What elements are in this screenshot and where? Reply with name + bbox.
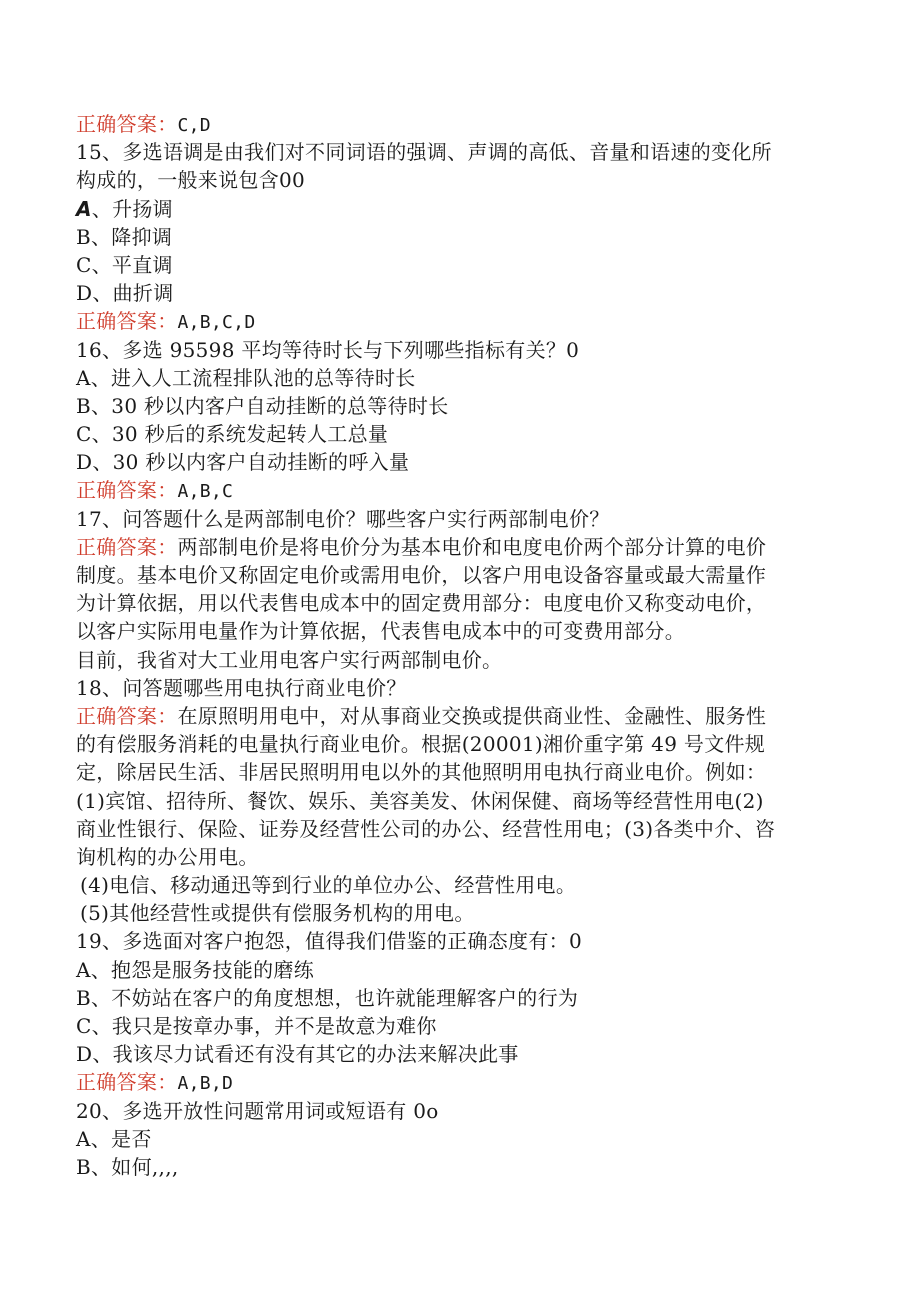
answer-line-q16 bbox=[76, 476, 836, 504]
option-20-a: A、是否 bbox=[76, 1126, 152, 1151]
option-16-d: D、30 秒以内客户自动挂断的呼入量 bbox=[76, 450, 410, 475]
answer-17-line-4: 以客户实际用电量作为计算依据，代表售电成本中的可变费用部分。 bbox=[76, 619, 685, 644]
answer-value: A,B,C bbox=[177, 481, 234, 503]
document-page bbox=[76, 110, 836, 1181]
answer-value: C,D bbox=[177, 115, 211, 136]
answer-label: 正确答案： bbox=[76, 309, 178, 334]
option-16-a: A、进入人工流程排队池的总等待时长 bbox=[76, 365, 416, 390]
answer-18-line-7: (4)电信、移动通迅等到行业的单位办公、经营性用电。 bbox=[80, 873, 577, 898]
answer-18-line-4: (1)宾馆、招待所、餐饮、娱乐、美容美发、休闲保健、商场等经营性用电(2) bbox=[76, 788, 764, 813]
answer-line-q19 bbox=[76, 1068, 836, 1096]
answer-17-line-2: 制度。基本电价又称固定电价或需用电价，以客户用电设备容量或最大需量作 bbox=[76, 563, 767, 587]
question-16-line-1: 16、多选 95598 平均等待时长与下列哪些指标有关？0 bbox=[76, 337, 580, 362]
answer-18-line-2: 的有偿服务消耗的电量执行商业电价。根据(20001)湘价重字第 49 号文件规 bbox=[76, 732, 766, 757]
question-15-line-2: 构成的，一般来说包含00 bbox=[76, 168, 306, 193]
question-17-line-1: 17、问答题什么是两部制电价？哪些客户实行两部制电价？ bbox=[76, 506, 610, 531]
question-18-line-1: 18、问答题哪些用电执行商业电价？ bbox=[76, 675, 407, 700]
option-16-b: B、30 秒以内客户自动挂断的总等待时长 bbox=[76, 393, 449, 418]
answer-18-line-5: 商业性银行、保险、证券及经营性公司的办公、经营性用电；(3)各类中介、咨 bbox=[76, 816, 776, 841]
answer-label: 正确答案： bbox=[76, 534, 178, 559]
option-15-b: B、降抑调 bbox=[76, 224, 173, 249]
option-19-b: B、不妨站在客户的角度想想，也许就能理解客户的行为 bbox=[76, 985, 579, 1010]
answer-value: A,B,D bbox=[177, 1073, 234, 1095]
answer-label: 正确答案： bbox=[76, 112, 178, 136]
answer-18-line-8: (5)其他经营性或提供有偿服务机构的用电。 bbox=[80, 901, 475, 926]
option-letter-a: A bbox=[76, 196, 92, 221]
answer-18-line-3: 定，除居民生活、非居民照明用电以外的其他照明用电执行商业电价。例如： bbox=[76, 760, 767, 785]
answer-17-line-5: 目前，我省对大工业用电客户实行两部制电价。 bbox=[76, 647, 503, 672]
answer-18-line-6: 询机构的办公用电。 bbox=[76, 844, 259, 869]
option-19-c: C、我只是按章办事，并不是故意为难你 bbox=[76, 1014, 437, 1038]
answer-label: 正确答案： bbox=[76, 478, 178, 503]
answer-line-q18 bbox=[76, 702, 836, 730]
answer-value: A,B,C,D bbox=[177, 312, 256, 334]
option-19-d: D、我该尽力试看还有没有其它的办法来解决此事 bbox=[76, 1042, 519, 1067]
answer-line-q14 bbox=[76, 110, 836, 138]
option-15-a bbox=[76, 195, 836, 223]
option-text: 、升扬调 bbox=[91, 196, 173, 221]
option-20-b: B、如何,,,, bbox=[76, 1154, 179, 1179]
answer-text: 在原照明用电中，对从事商业交换或提供商业性、金融性、服务性 bbox=[177, 703, 767, 728]
question-15-line-1: 15、多选语调是由我们对不同词语的强调、声调的高低、音量和语速的变化所 bbox=[76, 140, 772, 165]
answer-line-q17 bbox=[76, 533, 836, 561]
option-15-d: D、曲折调 bbox=[76, 281, 174, 306]
answer-text: 两部制电价是将电价分为基本电价和电度电价两个部分计算的电价 bbox=[177, 534, 767, 559]
option-15-c: C、平直调 bbox=[76, 252, 173, 277]
answer-line-q15 bbox=[76, 307, 836, 335]
answer-label: 正确答案： bbox=[76, 703, 178, 728]
option-19-a: A、抱怨是服务技能的磨练 bbox=[76, 957, 315, 982]
question-19-line-1: 19、多选面对客户抱怨，值得我们借鉴的正确态度有：0 bbox=[76, 929, 582, 954]
answer-17-line-3: 为计算依据，用以代表售电成本中的固定费用部分：电度电价又称变动电价， bbox=[76, 591, 767, 616]
option-16-c: C、30 秒后的系统发起转人工总量 bbox=[76, 422, 389, 447]
question-20-line-1: 20、多选开放性问题常用词或短语有 0o bbox=[76, 1098, 439, 1123]
answer-label: 正确答案： bbox=[76, 1070, 178, 1095]
